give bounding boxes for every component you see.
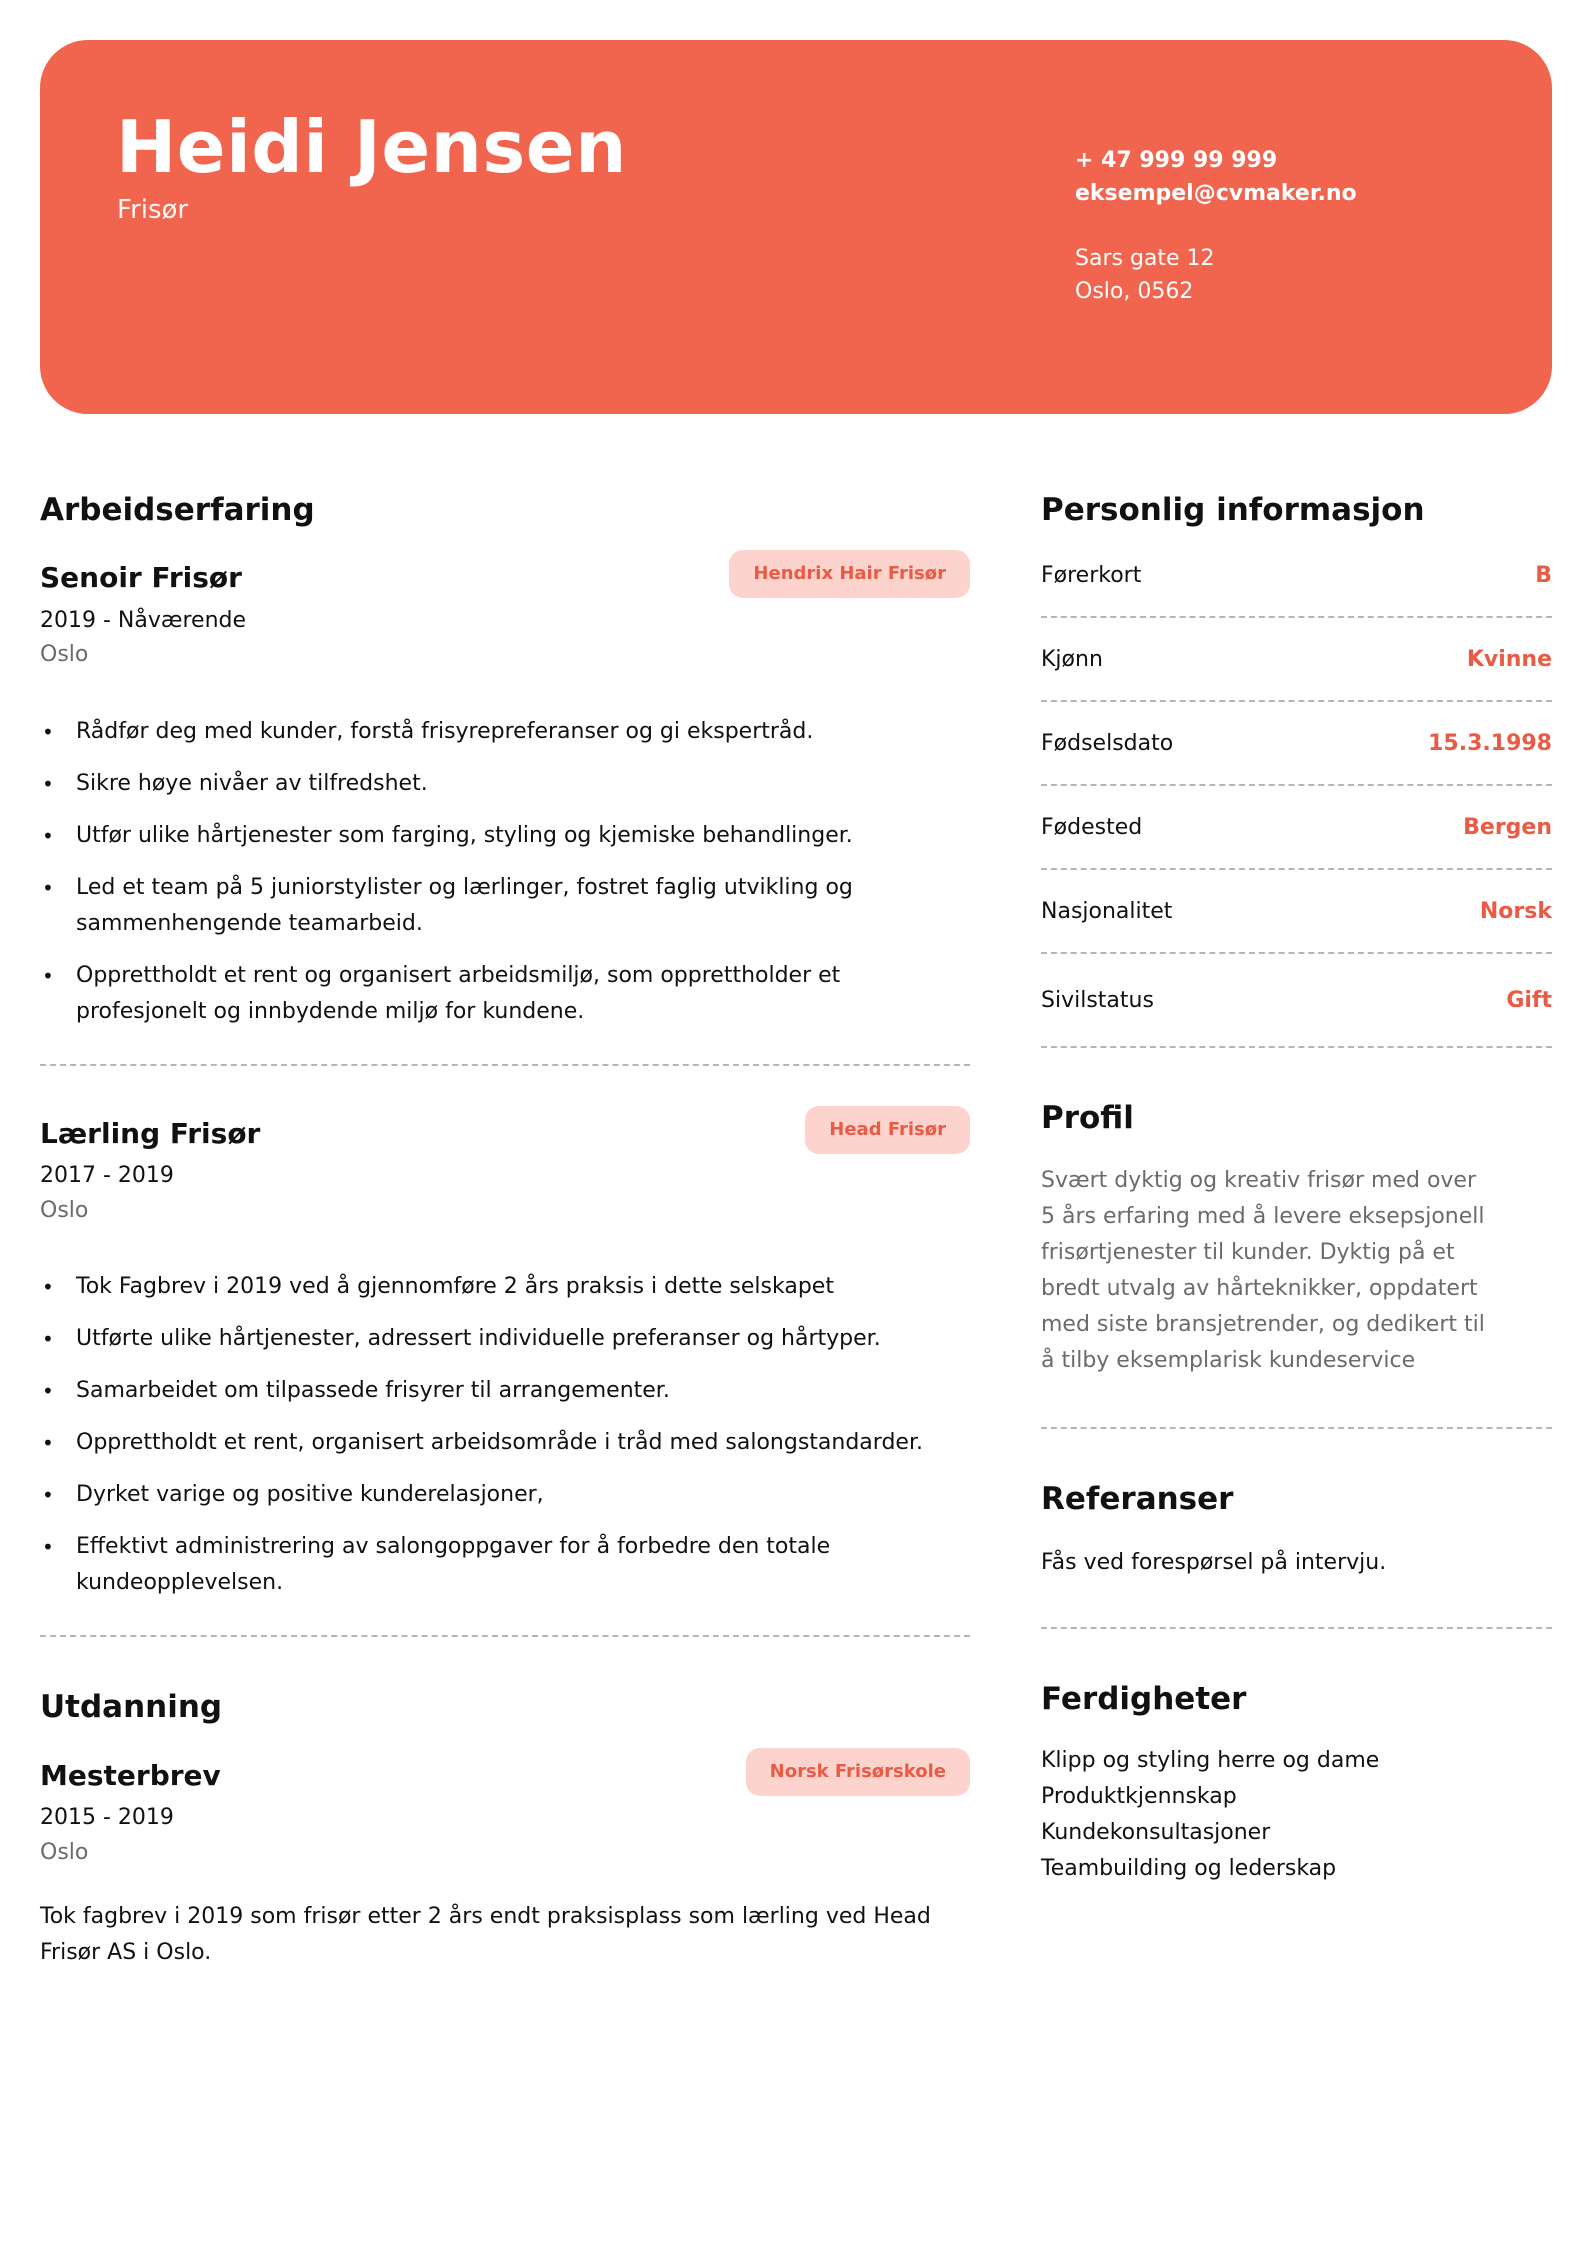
skill-item: Klipp og styling herre og dame — [1041, 1748, 1380, 1774]
education-section-title: Utdanning — [40, 1689, 223, 1726]
bullet-item: • Led et team på 5 juniorstylister og lærlinger, fostret faglig utvikling og sammenhengende teamarbeid. — [40, 870, 970, 942]
email-address: eksempel@cvmaker.no — [1075, 181, 1357, 206]
references-text: Fås ved forespørsel på intervju. — [1041, 1549, 1387, 1575]
school-badge: Norsk Frisørskole — [746, 1748, 970, 1796]
candidate-name: Heidi Jensen — [116, 105, 627, 189]
bullet-item: • Effektivt administrering av salongoppgaver for å forbedre den totale kundeopplevelsen. — [40, 1529, 970, 1601]
skill-item: Teambuilding og lederskap — [1041, 1856, 1337, 1882]
skill-item: Kundekonsultasjoner — [1041, 1820, 1271, 1846]
left-column — [40, 490, 970, 1971]
job-place: Oslo — [40, 642, 89, 668]
info-label: Nasjonalitet — [1041, 898, 1173, 924]
info-row-nationality — [1041, 870, 1552, 954]
contact-block — [1075, 144, 1357, 308]
info-label: Fødested — [1041, 814, 1143, 840]
info-value: 15.3.1998 — [1428, 730, 1552, 756]
education-place: Oslo — [40, 1839, 89, 1865]
experience-entry — [40, 1116, 970, 1602]
info-value: Gift — [1506, 987, 1552, 1013]
address-line-1: Sars gate 12 — [1075, 246, 1215, 271]
info-label: Sivilstatus — [1041, 987, 1154, 1013]
info-label: Førerkort — [1041, 562, 1142, 588]
references-title: Referanser — [1041, 1480, 1234, 1517]
bullet-item: • Samarbeidet om tilpassede frisyrer til arrangementer. — [40, 1373, 970, 1409]
company-badge: Head Frisør — [805, 1106, 970, 1154]
experience-entry — [40, 560, 970, 1030]
address-line-2: Oslo, 0562 — [1075, 279, 1194, 304]
bullet-item: • Sikre høye nivåer av tilfredshet. — [40, 766, 970, 802]
phone-number: + 47 999 99 999 — [1075, 148, 1278, 173]
bullet-item: • Rådfør deg med kunder, forstå frisyrepreferanser og gi ekspertråd. — [40, 714, 970, 750]
personal-info-title: Personlig informasjon — [1041, 492, 1425, 528]
info-value: Bergen — [1463, 814, 1552, 840]
company-badge: Hendrix Hair Frisør — [729, 550, 970, 598]
info-row-gender — [1041, 618, 1552, 702]
info-value: B — [1535, 562, 1552, 588]
bullet-item: • Utførte ulike hårtjenester, adressert individuelle preferanser og hårtyper. — [40, 1321, 970, 1357]
job-title: Senoir Frisør — [40, 561, 242, 595]
skills-list — [1041, 1743, 1552, 1887]
info-value: Norsk — [1479, 898, 1552, 924]
job-place: Oslo — [40, 1197, 89, 1223]
bullet-item: • Dyrket varige og positive kunderelasjoner, — [40, 1477, 970, 1513]
degree-title: Mesterbrev — [40, 1758, 221, 1792]
bullet-item: • Tok Fagbrev i 2019 ved å gjennomføre 2 års praksis i dette selskapet — [40, 1269, 970, 1305]
personal-info-list — [1041, 534, 1552, 1048]
info-row-marital-status — [1041, 954, 1552, 1048]
job-bullets — [40, 714, 970, 1030]
skills-title: Ferdigheter — [1041, 1680, 1247, 1717]
bullet-item: • Opprettholdt et rent, organisert arbeidsområde i tråd med salongstandarder. — [40, 1425, 970, 1461]
bullet-item: • Opprettholdt et rent og organisert arbeidsmiljø, som opprettholder et profesjonelt og innbydende miljø for kundene. — [40, 958, 970, 1030]
cv-header — [40, 40, 1552, 414]
info-label: Fødselsdato — [1041, 730, 1174, 756]
info-label: Kjønn — [1041, 646, 1103, 672]
divider — [1041, 1627, 1552, 1629]
info-row-birthplace — [1041, 786, 1552, 870]
job-bullets — [40, 1269, 970, 1601]
info-row-drivers-license — [1041, 534, 1552, 618]
experience-section-title: Arbeidserfaring — [40, 492, 315, 528]
divider — [1041, 1427, 1552, 1429]
profile-title: Profil — [1041, 1100, 1134, 1137]
skill-item: Produktkjennskap — [1041, 1784, 1237, 1810]
education-description: Tok fagbrev i 2019 som frisør etter 2 års endt praksisplass som lærling ved Head Frisør AS i Oslo. — [40, 1904, 931, 1966]
job-dates: 2017 - 2019 — [40, 1163, 174, 1189]
right-column — [1041, 490, 1552, 1887]
job-title: Lærling Frisør — [40, 1116, 261, 1150]
divider — [40, 1635, 970, 1637]
info-value: Kvinne — [1466, 646, 1552, 672]
education-entry — [40, 1758, 970, 1972]
profile-text: Svært dyktig og kreativ frisør med over 5 års erfaring med å levere eksepsjonell frisørtjenester til kunder. Dyktig på et bredt utvalg av hårteknikker, oppdatert med siste bransjetrender, og dedikert til å tilby eksemplarisk kundeservice — [1041, 1167, 1485, 1373]
bullet-item: • Utfør ulike hårtjenester som farging, styling og kjemiske behandlinger. — [40, 818, 970, 854]
divider — [40, 1064, 970, 1066]
job-dates: 2019 - Nåværende — [40, 607, 247, 633]
education-dates: 2015 - 2019 — [40, 1805, 174, 1831]
info-row-birthdate — [1041, 702, 1552, 786]
candidate-role: Frisør — [117, 195, 189, 225]
